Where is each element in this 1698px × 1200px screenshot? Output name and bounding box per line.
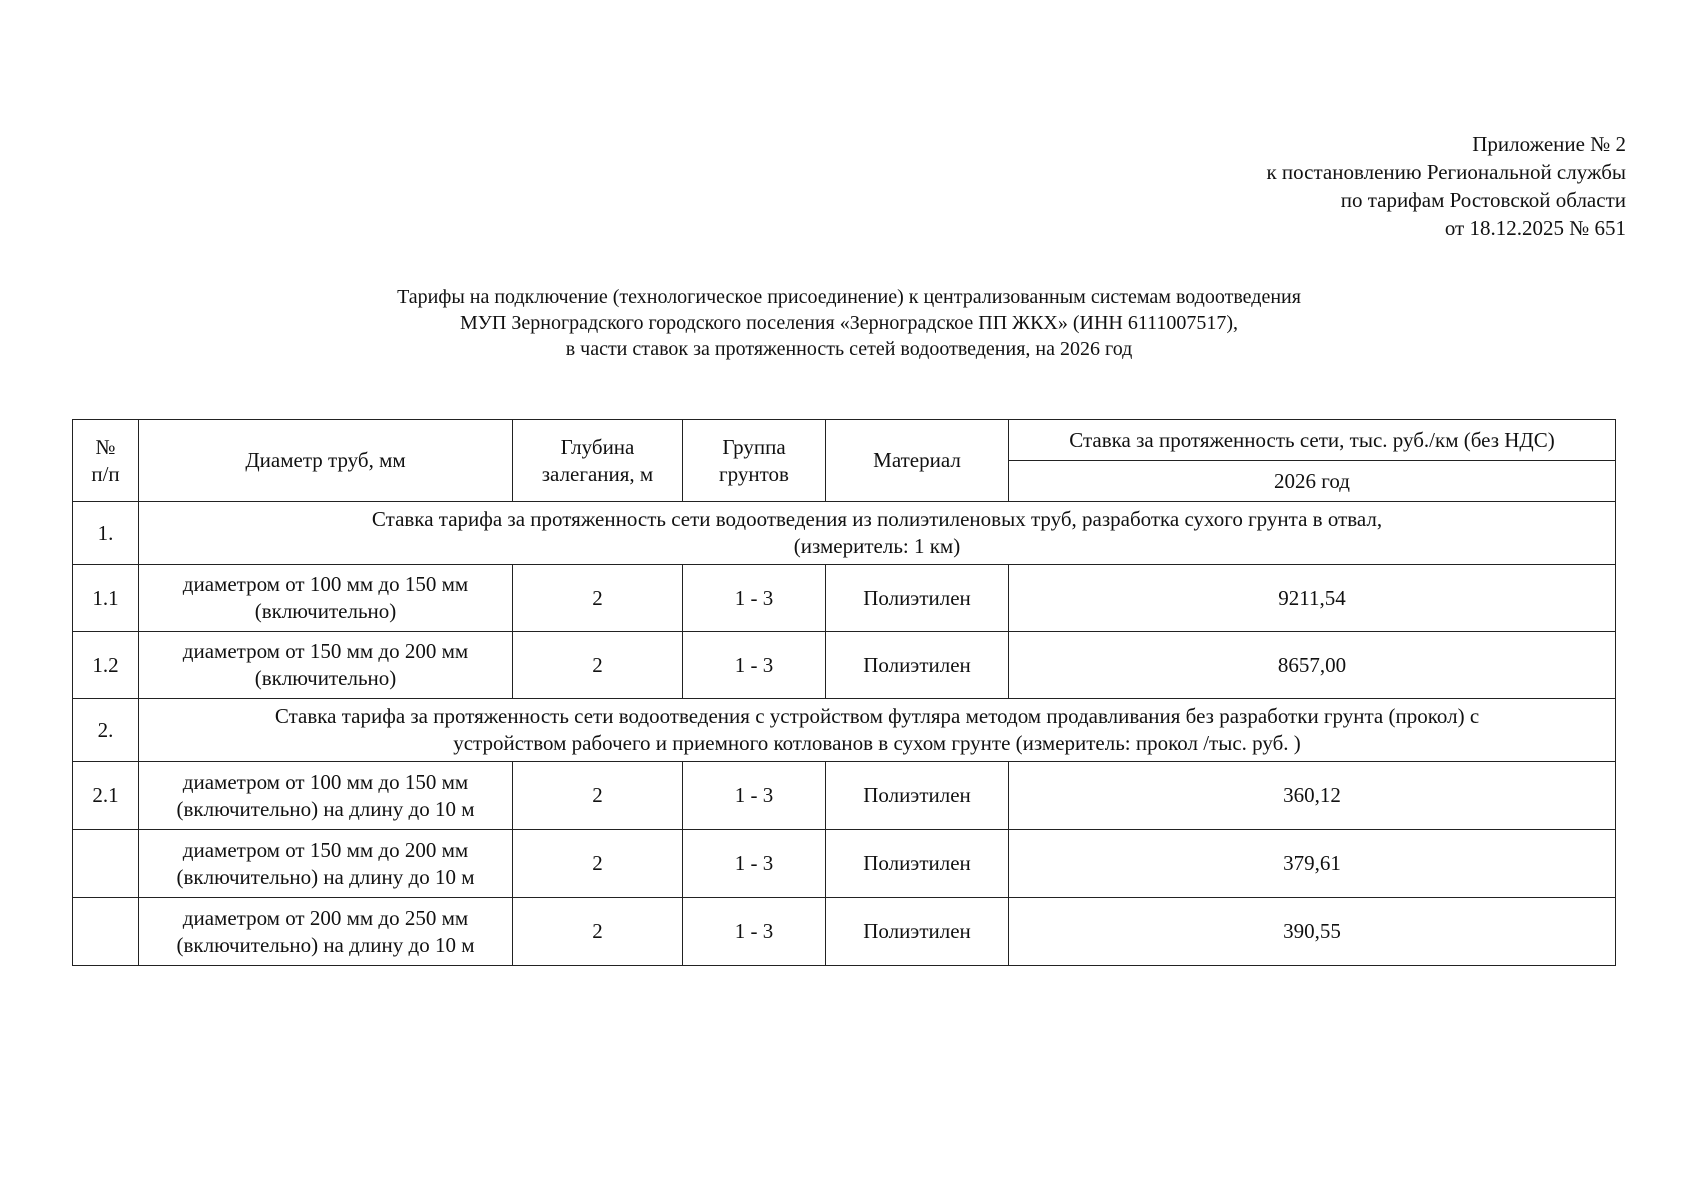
table-row — [73, 762, 1616, 830]
appendix-line: по тарифам Ростовской области — [1340, 188, 1626, 212]
row-material: Полиэтилен — [826, 565, 1009, 632]
row-rate: 379,61 — [1009, 830, 1616, 898]
tariff-table — [72, 419, 1616, 966]
row-num: 1.2 — [73, 632, 139, 699]
row-diameter: диаметром от 100 мм до 150 мм (включительно) на длину до 10 м — [139, 762, 513, 830]
row-rate: 360,12 — [1009, 762, 1616, 830]
title-line: Тарифы на подключение (технологическое присоединение) к централизованным системам водоотведения — [397, 286, 1301, 308]
row-num — [73, 830, 139, 898]
section-num: 1. — [73, 502, 139, 565]
header-row — [73, 420, 1616, 461]
header-depth: Глубина залегания, м — [513, 420, 683, 502]
header-num: № п/п — [73, 420, 139, 502]
section-num: 2. — [73, 699, 139, 762]
row-soil-group: 1 - 3 — [683, 830, 826, 898]
table-row — [73, 632, 1616, 699]
section-title: Ставка тарифа за протяженность сети водоотведения из полиэтиленовых труб, разработка сухого грунта в отвал, (измеритель: 1 км) — [139, 502, 1616, 565]
row-diameter: диаметром от 150 мм до 200 мм (включительно) на длину до 10 м — [139, 830, 513, 898]
row-rate: 8657,00 — [1009, 632, 1616, 699]
row-soil-group: 1 - 3 — [683, 762, 826, 830]
row-depth: 2 — [513, 762, 683, 830]
appendix-line: Приложение № 2 — [1472, 132, 1626, 156]
title-line: в части ставок за протяженность сетей водоотведения, на 2026 год — [565, 338, 1133, 360]
row-num: 2.1 — [73, 762, 139, 830]
header-year: 2026 год — [1009, 461, 1616, 502]
row-diameter: диаметром от 150 мм до 200 мм (включительно) — [139, 632, 513, 699]
row-material: Полиэтилен — [826, 830, 1009, 898]
row-soil-group: 1 - 3 — [683, 898, 826, 966]
row-material: Полиэтилен — [826, 762, 1009, 830]
row-num — [73, 898, 139, 966]
appendix-block — [1266, 130, 1626, 242]
header-material: Материал — [826, 420, 1009, 502]
header-rate: Ставка за протяженность сети, тыс. руб./км (без НДС) — [1009, 420, 1616, 461]
row-diameter: диаметром от 100 мм до 150 мм (включительно) — [139, 565, 513, 632]
table-row — [73, 830, 1616, 898]
section-row — [73, 502, 1616, 565]
section-row — [73, 699, 1616, 762]
header-soil-group: Группа грунтов — [683, 420, 826, 502]
row-soil-group: 1 - 3 — [683, 565, 826, 632]
appendix-line: от 18.12.2025 № 651 — [1444, 216, 1626, 240]
row-depth: 2 — [513, 830, 683, 898]
section-title: Ставка тарифа за протяженность сети водоотведения с устройством футляра методом продавливания без разработки грунта (прокол) с устройством рабочего и приемного котлованов в сухом грунте (измеритель: прокол /тыс. руб. ) — [139, 699, 1616, 762]
row-diameter: диаметром от 200 мм до 250 мм (включительно) на длину до 10 м — [139, 898, 513, 966]
table-row — [73, 565, 1616, 632]
row-rate: 390,55 — [1009, 898, 1616, 966]
row-depth: 2 — [513, 565, 683, 632]
title-line: МУП Зерноградского городского поселения «Зерноградское ПП ЖКХ» (ИНН 6111007517), — [459, 312, 1239, 334]
row-material: Полиэтилен — [826, 632, 1009, 699]
row-depth: 2 — [513, 898, 683, 966]
table-row — [73, 898, 1616, 966]
header-diameter: Диаметр труб, мм — [139, 420, 513, 502]
row-rate: 9211,54 — [1009, 565, 1616, 632]
row-material: Полиэтилен — [826, 898, 1009, 966]
row-num: 1.1 — [73, 565, 139, 632]
appendix-line: к постановлению Региональной службы — [1266, 160, 1626, 184]
row-soil-group: 1 - 3 — [683, 632, 826, 699]
row-depth: 2 — [513, 632, 683, 699]
document-title — [0, 284, 1698, 362]
